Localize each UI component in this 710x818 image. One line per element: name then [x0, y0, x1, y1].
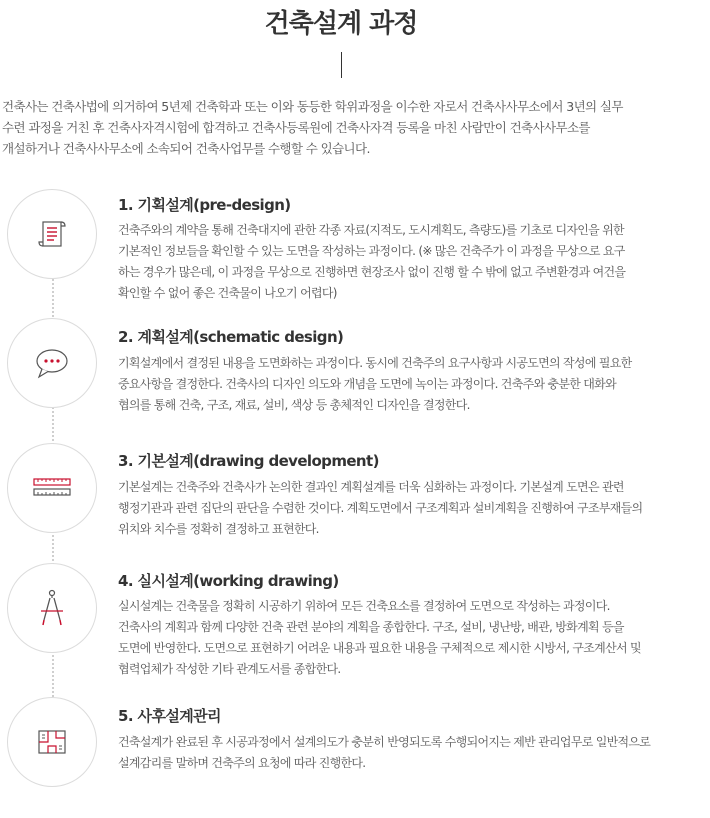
description-line: 중요사항을 결정한다. 건축사의 디자인 의도와 개념을 도면에 녹이는 과정이다. 건축주와 충분한 대화와 — [118, 377, 616, 391]
step-1-title: 1. 기획설계(pre-design) — [118, 196, 291, 214]
drafting-compass-icon — [32, 586, 72, 630]
page-title: 건축설계 과정 — [264, 9, 418, 39]
intro-line: 개설하거나 건축사사무소에 소속되어 건축사업무를 수행할 수 있습니다. — [2, 141, 370, 156]
step-2-title: 2. 계획설계(schematic design) — [118, 328, 344, 346]
description-line: 기획설계에서 결정된 내용을 도면화하는 과정이다. 동시에 건축주의 요구사항과 시공도면의 작성에 필요한 — [118, 356, 632, 370]
step-4-title: 4. 실시설계(working drawing) — [118, 572, 339, 590]
step-2-icon-circle — [7, 318, 97, 408]
description-line: 기본적인 정보들을 확인할 수 있는 도면을 작성하는 과정이다. (※ 많은 건축주가 이 과정을 무상으로 요구 — [118, 244, 625, 258]
step-2-description — [118, 353, 706, 416]
intro-line: 수련 과정을 거친 후 건축사자격시험에 합격하고 건축사등록원에 건축사자격 등록을 마친 사람만이 건축사사무소를 — [2, 120, 590, 135]
step-4-icon-circle — [7, 563, 97, 653]
step-3-description — [118, 477, 706, 540]
description-line: 행정기관과 관련 집단의 판단을 수렴한 것이다. 계획도면에서 구조계획과 설비계획을 진행하여 구조부재들의 — [118, 501, 643, 515]
description-line: 기본설계는 건축주와 건축사가 논의한 결과인 계획설계를 더욱 심화하는 과정이다. 기본설계 도면은 관련 — [118, 480, 624, 494]
description-line: 협의를 통해 건축, 구조, 재료, 설비, 색상 등 총체적인 디자인을 결정한다. — [118, 398, 470, 412]
description-line: 도면에 반영한다. 도면으로 표현하기 어려운 내용과 필요한 내용을 구체적으로 제시한 시방서, 구조계산서 및 — [118, 641, 641, 655]
step-5-icon-circle — [7, 697, 97, 787]
step-5-description — [118, 732, 706, 774]
description-line: 설계감리를 말하며 건축주의 요청에 따라 진행한다. — [118, 756, 366, 770]
step-3-icon-circle — [7, 443, 97, 533]
step-4-description — [118, 596, 706, 680]
floor-plan-icon — [32, 722, 72, 762]
step-5-title: 5. 사후설계관리 — [118, 707, 221, 725]
description-line: 하는 경우가 많은데, 이 과정을 무상으로 진행하면 현장조사 없이 진행 할 수 밖에 없고 주변환경과 여건을 — [118, 265, 626, 279]
intro-line: 건축사는 건축사법에 의거하여 5년제 건축학과 또는 이와 동등한 학위과정을 이수한 자로서 건축사사무소에서 3년의 실무 — [2, 99, 623, 114]
description-line: 확인할 수 없어 좋은 건축물이 나오기 어렵다) — [118, 286, 337, 300]
step-1-description — [118, 220, 706, 304]
title-divider — [341, 52, 342, 78]
step-3-title: 3. 기본설계(drawing development) — [118, 452, 379, 470]
description-line: 협력업체가 작성한 기타 관계도서를 종합한다. — [118, 662, 341, 676]
speech-bubble-icon — [30, 343, 74, 383]
description-line: 건축설계가 완료된 후 시공과정에서 설계의도가 충분히 반영되도록 수행되어지는 제반 관리업무로 일반적으로 — [118, 735, 651, 749]
description-line: 건축사의 계획과 함께 다양한 건축 관련 분야의 계획을 종합한다. 구조, 설비, 냉난방, 배관, 방화계획 등을 — [118, 620, 624, 634]
description-line: 실시설계는 건축물을 정확히 시공하기 위하여 모든 건축요소를 결정하여 도면으로 작성하는 과정이다. — [118, 599, 610, 613]
intro-paragraph — [2, 96, 702, 159]
description-line: 위치와 치수를 정확히 결정하고 표현한다. — [118, 522, 319, 536]
ruler-icon — [30, 473, 74, 503]
step-1-icon-circle — [7, 189, 97, 279]
scroll-document-icon — [32, 214, 72, 254]
description-line: 건축주와의 계약을 통해 건축대지에 관한 각종 자료(지적도, 도시계획도, 측량도)를 기초로 디자인을 위한 — [118, 223, 624, 237]
